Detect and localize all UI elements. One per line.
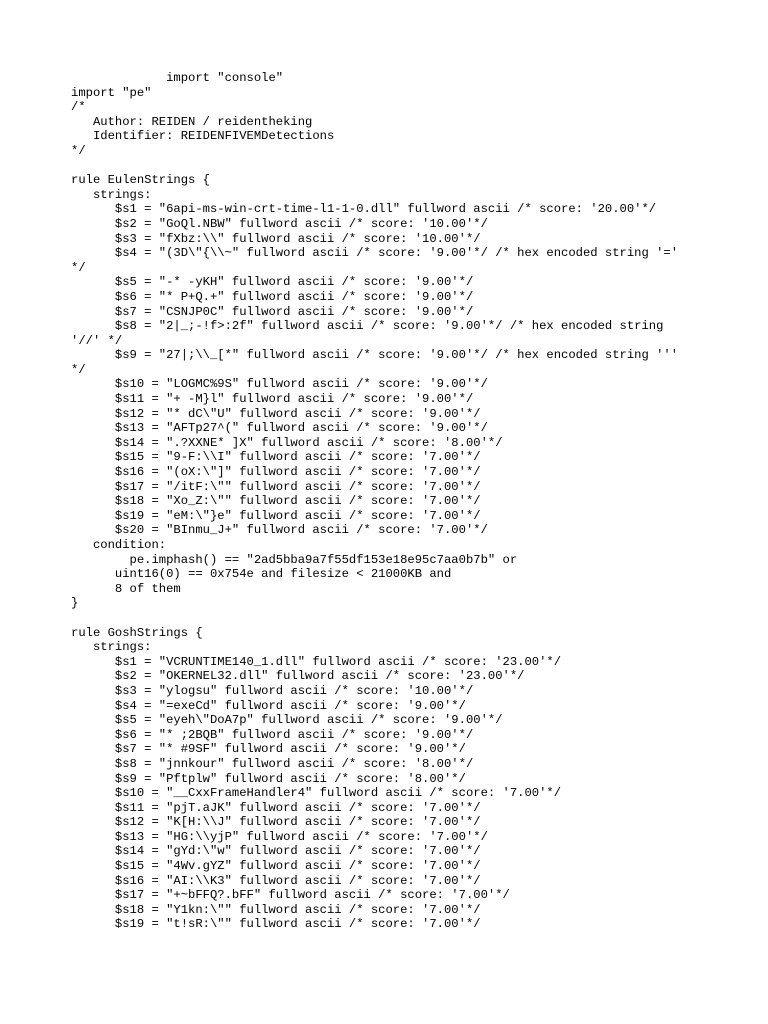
code-line: Identifier: REIDENFIVEMDetections <box>71 129 335 144</box>
code-line: $s2 = "GoQl.NBW" fullword ascii /* score: '10.00'*/ <box>71 216 488 231</box>
code-line: $s15 = "4Wv.gYZ" fullword ascii /* score: '7.00'*/ <box>71 859 481 874</box>
code-line: import "pe" <box>71 85 152 100</box>
code-line: '//' */ <box>71 333 123 348</box>
code-line: $s12 = "* dC\"U" fullword ascii /* score: '9.00'*/ <box>71 406 481 421</box>
code-document <box>71 71 761 932</box>
code-line: $s7 = "* #9SF" fullword ascii /* score: '9.00'*/ <box>71 742 466 757</box>
code-line: $s18 = "Y1kn:\"" fullword ascii /* score: '7.00'*/ <box>71 902 481 917</box>
code-line: $s11 = "+ -M}l" fullword ascii /* score: '9.00'*/ <box>71 392 474 407</box>
code-line: $s10 = "LOGMC%9S" fullword ascii /* score: '9.00'*/ <box>71 377 488 392</box>
code-line: $s2 = "OKERNEL32.dll" fullword ascii /* score: '23.00'*/ <box>71 669 525 684</box>
code-line: $s6 = "* ;2BQB" fullword ascii /* score: '9.00'*/ <box>71 727 474 742</box>
code-line: Author: REIDEN / reidentheking <box>71 114 313 129</box>
code-line: } <box>71 596 79 611</box>
code-line: $s1 = "6api-ms-win-crt-time-l1-1-0.dll" fullword ascii /* score: '20.00'*/ <box>71 202 657 217</box>
code-line: $s17 = "+~bFFQ?.bFF" fullword ascii /* score: '7.00'*/ <box>71 888 510 903</box>
code-line: 8 of them <box>71 581 181 596</box>
code-line: $s17 = "/itF:\"" fullword ascii /* score: '7.00'*/ <box>71 479 481 494</box>
code-line: $s15 = "9-F:\\I" fullword ascii /* score: '7.00'*/ <box>71 450 481 465</box>
code-line: */ <box>71 362 86 377</box>
code-line: */ <box>71 143 86 158</box>
code-line: /* <box>71 100 86 115</box>
code-line: $s8 = "2|_;-!f>:2f" fullword ascii /* score: '9.00'*/ /* hex encoded string <box>71 319 664 334</box>
code-line <box>71 611 761 626</box>
code-line: $s1 = "VCRUNTIME140_1.dll" fullword ascii /* score: '23.00'*/ <box>71 654 562 669</box>
code-line: $s16 = "(oX:\"]" fullword ascii /* score: '7.00'*/ <box>71 465 481 480</box>
code-line: $s19 = "t!sR:\"" fullword ascii /* score: '7.00'*/ <box>71 917 481 932</box>
code-line: rule GoshStrings { <box>71 625 203 640</box>
code-line: $s18 = "Xo_Z:\"" fullword ascii /* score: '7.00'*/ <box>71 494 481 509</box>
code-line: $s20 = "BInmu_J+" fullword ascii /* score: '7.00'*/ <box>71 523 488 538</box>
code-line: $s8 = "jnnkour" fullword ascii /* score: '8.00'*/ <box>71 756 474 771</box>
code-line: uint16(0) == 0x754e and filesize < 21000KB and <box>71 567 452 582</box>
code-line: $s9 = "Pftplw" fullword ascii /* score: '8.00'*/ <box>71 771 466 786</box>
code-line: strings: <box>71 640 152 655</box>
code-line: $s10 = "__CxxFrameHandler4" fullword ascii /* score: '7.00'*/ <box>71 786 562 801</box>
code-line: rule EulenStrings { <box>71 173 210 188</box>
code-line: $s12 = "K[H:\\J" fullword ascii /* score: '7.00'*/ <box>71 815 481 830</box>
code-line: condition: <box>71 538 167 552</box>
code-line: pe.imphash() == "2ad5bba9a7f55df153e18e95c7aa0b7b" or <box>71 552 518 567</box>
code-line <box>71 159 761 174</box>
code-line: $s14 = ".?XXNE* ]X" fullword ascii /* score: '8.00'*/ <box>71 435 503 450</box>
code-line: $s4 = "(3D\"{\\~" fullword ascii /* score: '9.00'*/ /* hex encoded string '=' <box>71 246 679 261</box>
code-line: strings: <box>71 187 152 202</box>
code-line: $s5 = "-* -yKH" fullword ascii /* score: '9.00'*/ <box>71 275 474 290</box>
code-line: $s6 = "* P+Q.+" fullword ascii /* score: '9.00'*/ <box>71 289 474 304</box>
code-line: $s5 = "eyeh\"DoA7p" fullword ascii /* score: '9.00'*/ <box>71 713 503 728</box>
code-line: $s13 = "HG:\\yjP" fullword ascii /* score: '7.00'*/ <box>71 829 488 844</box>
code-line: $s7 = "CSNJP0C" fullword ascii /* score: '9.00'*/ <box>71 304 474 319</box>
code-line: $s3 = "ylogsu" fullword ascii /* score: '10.00'*/ <box>71 683 474 698</box>
code-line: $s11 = "pjT.aJK" fullword ascii /* score: '7.00'*/ <box>71 800 481 815</box>
code-line: $s13 = "AFTp27^(" fullword ascii /* score: '9.00'*/ <box>71 421 488 436</box>
code-line: $s3 = "fXbz:\\" fullword ascii /* score: '10.00'*/ <box>71 231 481 246</box>
code-line: $s14 = "gYd:\"w" fullword ascii /* score: '7.00'*/ <box>71 844 481 859</box>
code-line: import "console" <box>71 71 284 85</box>
code-line: $s4 = "=exeCd" fullword ascii /* score: '9.00'*/ <box>71 698 466 713</box>
code-line: $s16 = "AI:\\K3" fullword ascii /* score: '7.00'*/ <box>71 873 481 888</box>
code-line: $s19 = "eM:\"}e" fullword ascii /* score: '7.00'*/ <box>71 508 481 523</box>
code-line: */ <box>71 260 86 275</box>
code-line: $s9 = "27|;\\_[*" fullword ascii /* score: '9.00'*/ /* hex encoded string ''' <box>71 348 679 363</box>
